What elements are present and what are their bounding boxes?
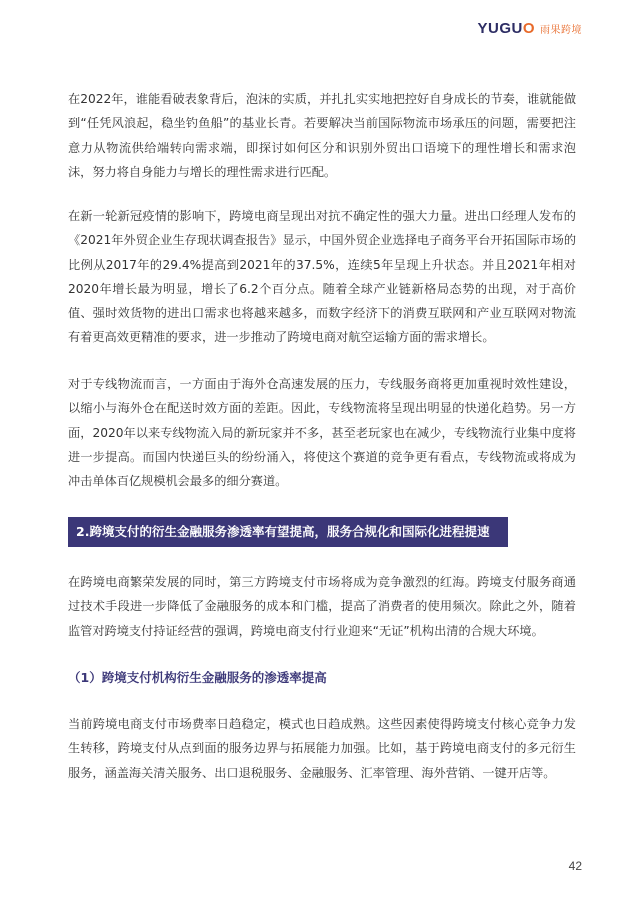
page-number: 42 <box>568 859 582 873</box>
paragraph-5: 当前跨境电商支付市场费率日趋稳定，模式也日趋成熟。这些因素使得跨境支付核心竞争力发生转移，跨境支付从点到面的服务边界与拓展能力加强。比如，基于跨境电商支付的多元衍生服务，涵盖海关清关服务、出口退税服务、金融服务、汇率管理、海外营销、一键开店等。 <box>68 717 576 780</box>
subsection-heading: （1）跨境支付机构衍生金融服务的渗透率提高 <box>68 670 327 685</box>
logo-wordmark-accent: O <box>522 20 535 37</box>
logo-wordmark <box>477 20 535 37</box>
paragraph-2: 在新一轮新冠疫情的影响下，跨境电商呈现出对抗不确定性的强大力量。进出口经理人发布的《2021年外贸企业生存现状调查报告》显示，中国外贸企业选择电子商务平台开拓国际市场的比例从2017年的29.4%提高到2021年的37.5%，连续5年呈现上升状态。并且2021年相对2020年增长最为明显，增长了6.2个百分点。随着全球产业链新格局态势的出现，对于高价值、强时效货物的进出口需求也将越来越多，而数字经济下的消费互联网和产业互联网对物流有着更高效更精准的要求，进一步推动了跨境电商对航空运输方面的需求增长。 <box>68 209 576 345</box>
logo-chinese-name: 雨果跨境 <box>540 25 582 36</box>
logo-wordmark-main: YUGU <box>477 20 523 37</box>
paragraph-1: 在2022年，谁能看破表象背后，泡沫的实质，并扎扎实实地把控好自身成长的节奏，谁就能做到“任凭风浪起，稳坐钓鱼船”的基业长青。若要解决当前国际物流市场承压的问题，需要把注意力从物流供给端转向需求端，即探讨如何区分和识别外贸出口语境下的理性增长和需求泡沫，努力将自身能力与增长的理性需求进行匹配。 <box>68 92 576 179</box>
paragraph-3: 对于专线物流而言，一方面由于海外仓高速发展的压力，专线服务商将更加重视时效性建设，以缩小与海外仓在配送时效方面的差距。因此，专线物流将呈现出明显的快递化趋势。另一方面，2020年以来专线物流入局的新玩家并不多，甚至老玩家也在减少，专线物流行业集中度将进一步提高。而国内快递巨头的纷纷涌入，将使这个赛道的竞争更有看点，专线物流或将成为冲击单体百亿规模机会最多的细分赛道。 <box>68 377 576 489</box>
section-heading-bar: 2.跨境支付的衍生金融服务渗透率有望提高，服务合规化和国际化进程提速 <box>68 517 508 547</box>
paragraph-4: 在跨境电商繁荣发展的同时，第三方跨境支付市场将成为竞争激烈的红海。跨境支付服务商通过技术手段进一步降低了金融服务的成本和门槛，提高了消费者的使用频次。除此之外，随着监管对跨境支付持证经营的强调，跨境电商支付行业迎来“无证”机构出清的合规大环境。 <box>68 575 576 638</box>
brand-logo <box>477 20 582 37</box>
